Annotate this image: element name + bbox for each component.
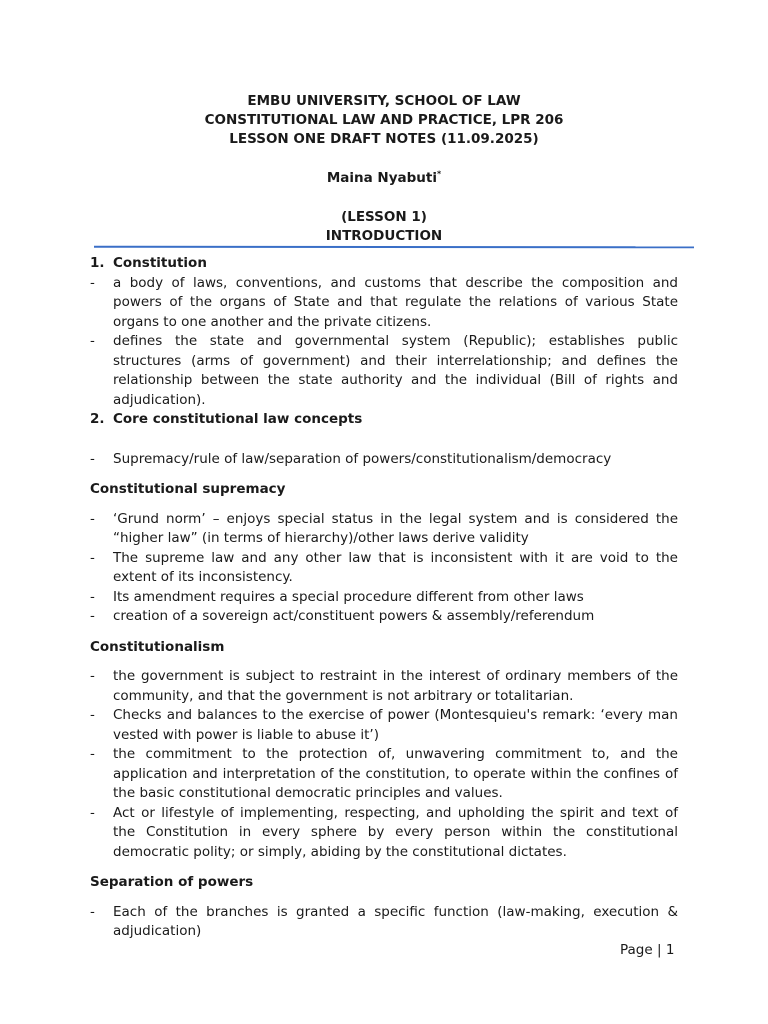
core-concepts-list [90, 450, 678, 470]
document-body [90, 254, 678, 942]
supremacy-list [90, 510, 678, 627]
list-item [90, 607, 678, 627]
section-heading-constitution [90, 254, 678, 274]
author-name: Maina Nyabuti [326, 170, 437, 186]
subheading-constitutionalism: Constitutionalism [90, 638, 225, 655]
section-heading-core-concepts [90, 410, 678, 430]
section-number: 2. [90, 411, 105, 427]
list-item [90, 450, 678, 470]
list-item-text: a body of laws, conventions, and customs that describe the composition and powers of the organs of State and that regulate the relations of various State organs to one another and the private citizens. [113, 274, 678, 330]
constitutionalism-list [90, 667, 678, 862]
list-item-text: Its amendment requires a special procedure different from other laws [113, 588, 584, 605]
list-item-text: Checks and balances to the exercise of power (Montesquieu's remark: ‘every man vested with power is liable to abuse it’) [113, 707, 678, 743]
subheading-constitutional-supremacy: Constitutional supremacy [90, 481, 286, 497]
subheading-separation-of-powers: Separation of powers [90, 874, 254, 890]
list-item [90, 804, 678, 863]
dash-bullet: - [90, 588, 95, 605]
document-header [0, 92, 768, 246]
dash-bullet: - [90, 274, 95, 291]
list-item [90, 510, 678, 549]
author-footnote-mark[interactable]: * [436, 169, 442, 179]
dash-bullet: - [90, 746, 95, 762]
dash-bullet: - [90, 549, 95, 566]
list-item [90, 549, 678, 588]
constitution-list [90, 274, 678, 411]
list-item [90, 667, 678, 706]
list-item [90, 706, 678, 745]
section-title: Constitution [113, 255, 207, 271]
section-title: Core constitutional law concepts [113, 411, 363, 427]
header-notes-title: LESSON ONE DRAFT NOTES (11.09.2025) [229, 131, 539, 147]
dash-bullet: - [90, 608, 95, 624]
list-item [90, 332, 678, 410]
list-item-text: The supreme law and any other law that is inconsistent with it are void to the extent of its inconsistency. [113, 549, 678, 585]
dash-bullet: - [90, 707, 95, 723]
list-item-text: the government is subject to restraint in the interest of ordinary members of the community, and that the government is not arbitrary or totalitarian. [113, 668, 678, 704]
lesson-subtitle: INTRODUCTION [325, 228, 443, 244]
dash-bullet: - [90, 903, 95, 920]
header-institution: EMBU UNIVERSITY, SCHOOL OF LAW [247, 93, 521, 109]
dash-bullet: - [90, 333, 95, 349]
lesson-label: (LESSON 1) [341, 209, 427, 225]
page-number: Page | 1 [620, 942, 675, 958]
header-divider [94, 246, 694, 249]
header-course: CONSTITUTIONAL LAW AND PRACTICE, LPR 206 [204, 112, 564, 128]
list-item-text: Each of the branches is granted a specific function (law-making, execution & adjudication) [113, 903, 678, 939]
dash-bullet: - [90, 668, 95, 684]
dash-bullet: - [90, 450, 95, 467]
separation-list [90, 903, 678, 942]
section-number: 1. [90, 255, 105, 271]
list-item [90, 274, 678, 333]
author-line [0, 169, 768, 188]
list-item-text: ‘Grund norm’ – enjoys special status in the legal system and is considered the “higher law” (in terms of hierarchy)/other laws derive validity [113, 510, 678, 546]
list-item-text: the commitment to the protection of, unwavering commitment to, and the application and interpretation of the constitution, to operate within the confines of the basic constitutional democratic principles and values. [113, 746, 678, 801]
dash-bullet: - [90, 510, 95, 527]
list-item-text: creation of a sovereign act/constituent powers & assembly/referendum [113, 608, 595, 624]
dash-bullet: - [90, 804, 95, 821]
list-item-text: defines the state and governmental system (Republic); establishes public structures (arms of government) and their interrelationship; and defines the relationship between the state authority and the individual (Bill of rights and adjudication). [113, 333, 678, 408]
list-item [90, 588, 678, 608]
list-item-text: Supremacy/rule of law/separation of powers/constitutionalism/democracy [113, 450, 612, 467]
list-item [90, 745, 678, 804]
list-item [90, 903, 678, 942]
list-item-text: Act or lifestyle of implementing, respecting, and upholding the spirit and text of the Constitution in every sphere by every person within the constitutional democratic polity; or simply, abiding by the constitutional dictates. [113, 804, 678, 860]
